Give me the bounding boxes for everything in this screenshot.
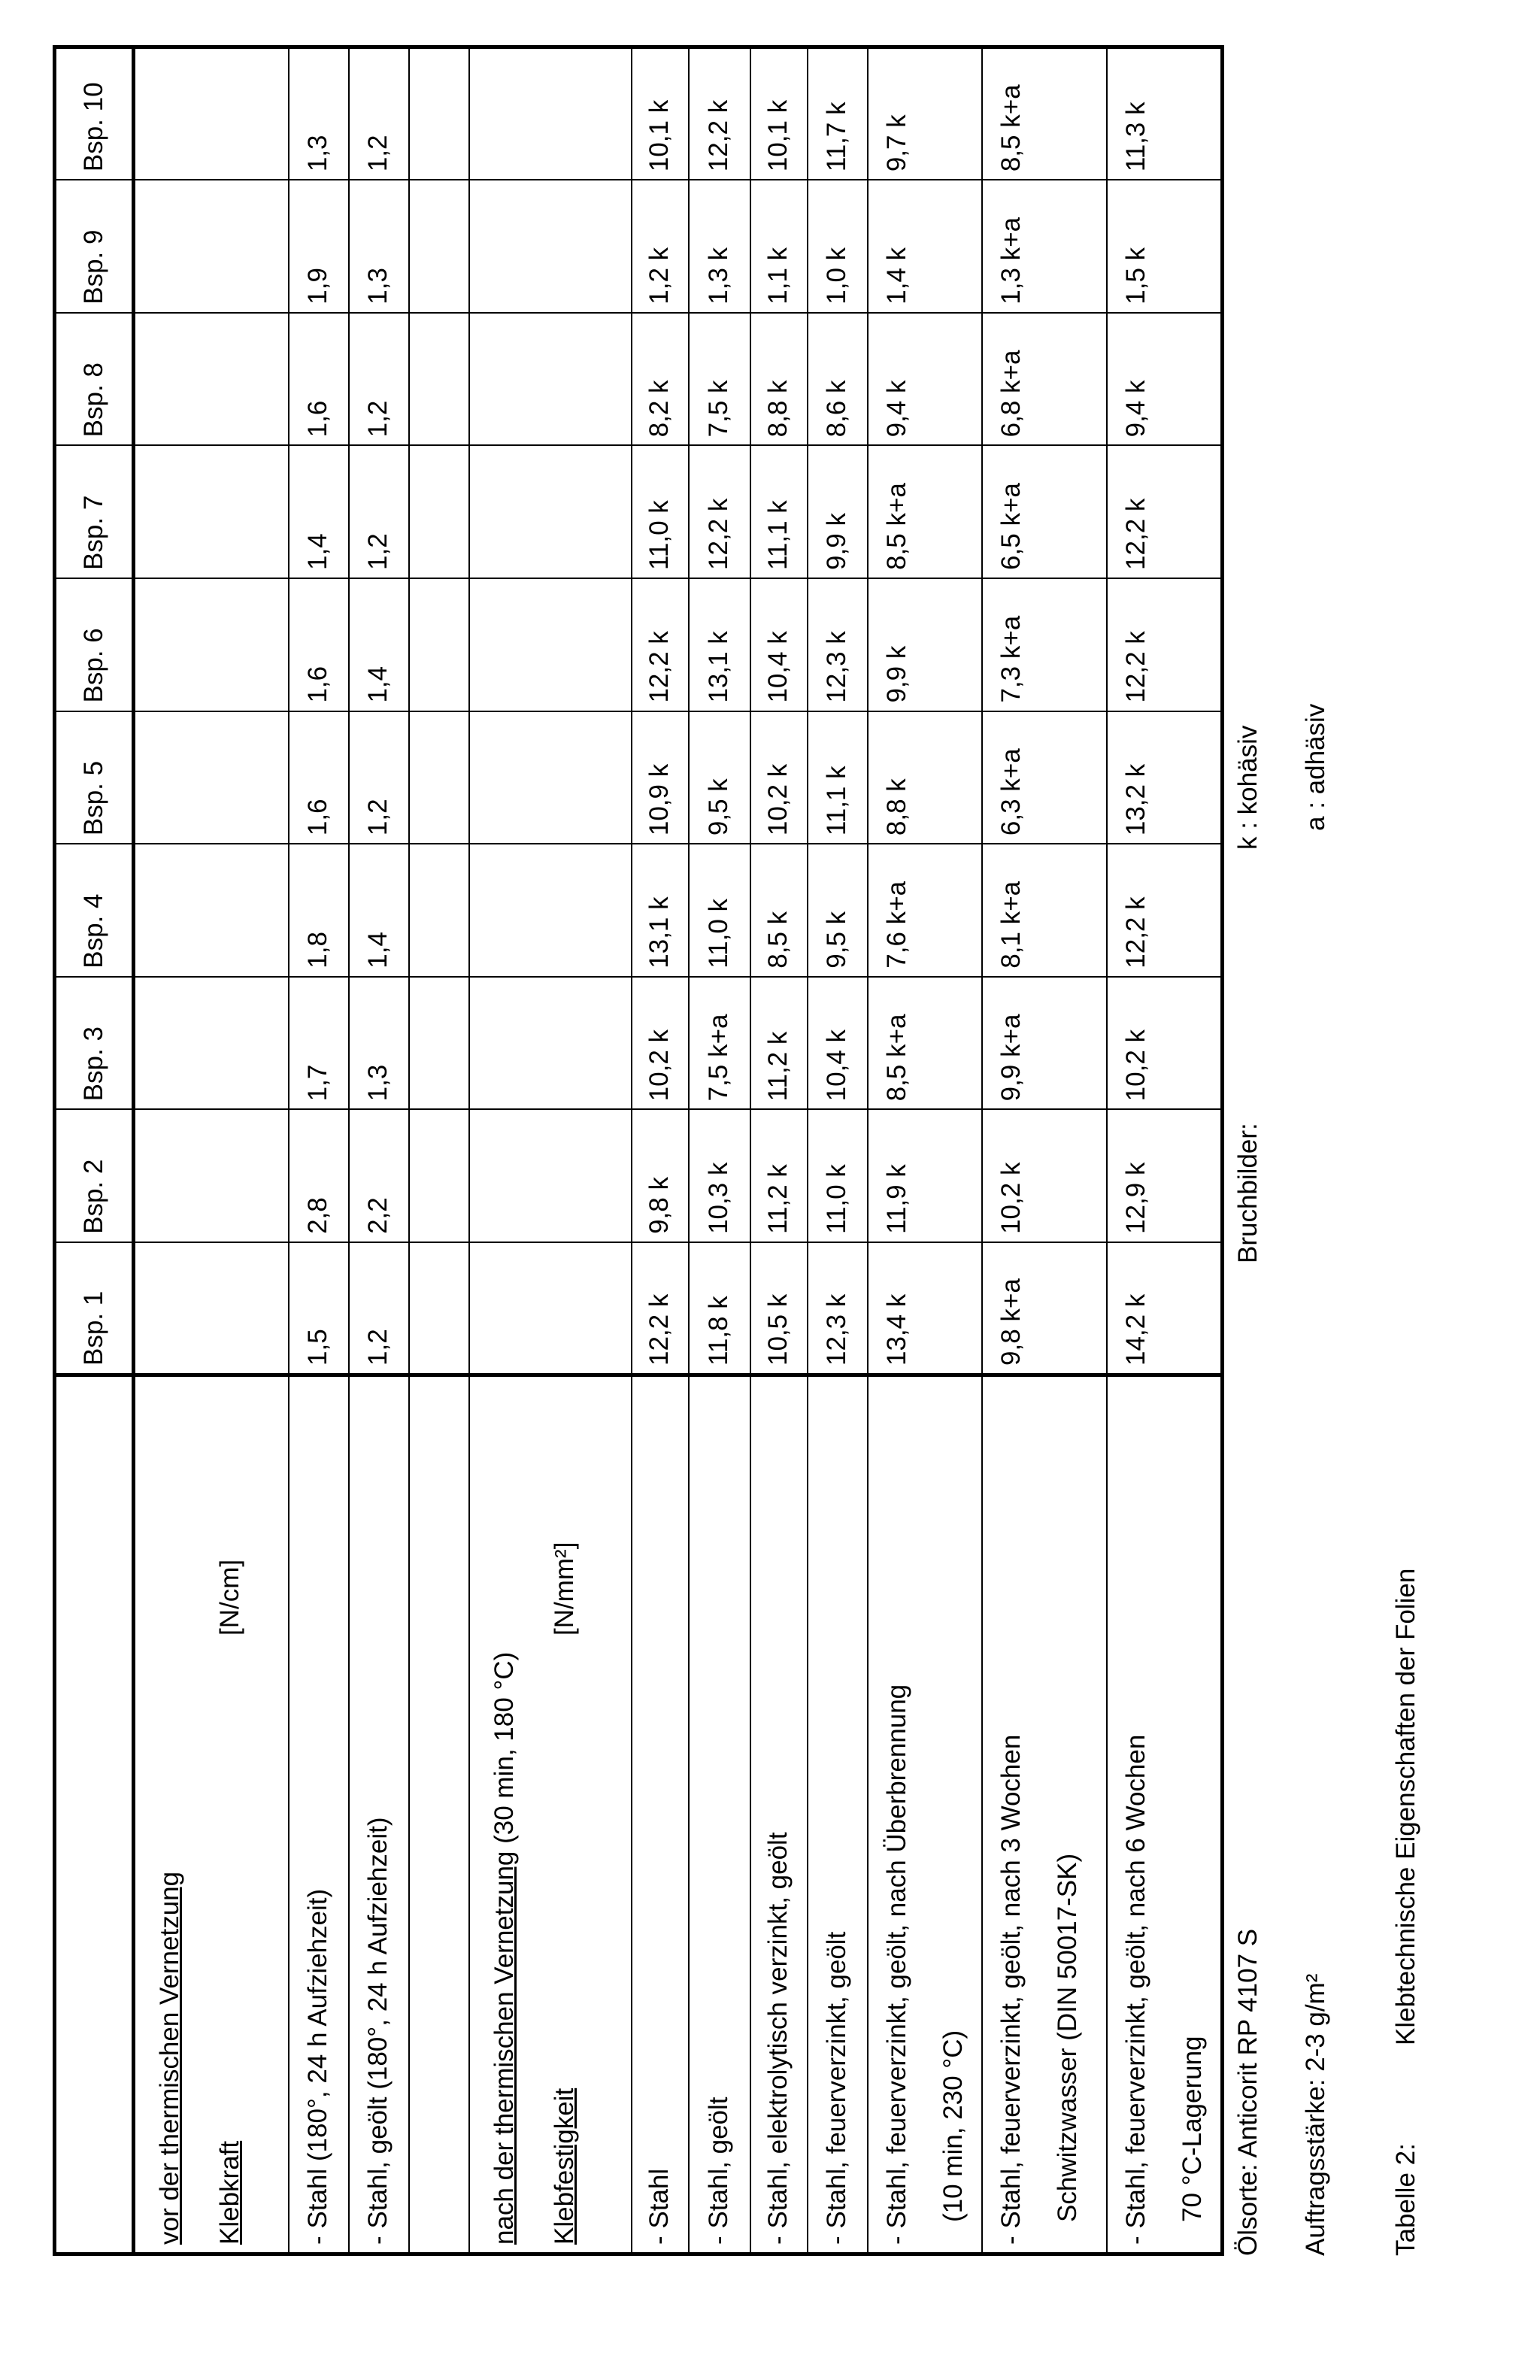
value-cell: 9,4 k: [868, 313, 982, 446]
value-cell: 8,8 k: [750, 313, 808, 446]
row-label: - Stahl, geölt (180°, 24 h Aufziehzeit): [363, 1818, 393, 2245]
value-cell: 1,2: [349, 1242, 409, 1375]
properties-table: [53, 45, 1224, 2256]
value-cell: 1,0 k: [808, 180, 868, 313]
empty-cell: [469, 47, 632, 180]
value-cell: 9,9 k: [868, 578, 982, 711]
column-header: Bsp. 6: [55, 578, 134, 711]
value-cell: 11,3 k: [1107, 47, 1223, 180]
empty-cell: [409, 1375, 469, 2254]
row-label: - Stahl, feuerverzinkt, geölt, nach 6 Wochen: [1121, 1735, 1150, 2245]
row-label: - Stahl, feuerverzinkt, geölt, nach 3 Wochen: [996, 1735, 1026, 2245]
section-row: [134, 47, 289, 2254]
table-row: [289, 47, 349, 2254]
unit-label: [N/mm²]: [535, 1542, 595, 1636]
value-cell: 13,1 k: [689, 578, 750, 711]
value-cell: 1,6: [289, 578, 349, 711]
value-cell: 11,7 k: [808, 47, 868, 180]
table-row: [868, 47, 982, 2254]
value-cell: 1,3: [349, 180, 409, 313]
row-label-cell: [868, 1375, 982, 2254]
value-cell: 12,2 k: [632, 1242, 689, 1375]
empty-cell: [134, 445, 289, 578]
empty-cell: [409, 313, 469, 446]
value-cell: 12,3 k: [808, 1242, 868, 1375]
value-cell: 10,5 k: [750, 1242, 808, 1375]
value-cell: 1,8: [289, 844, 349, 977]
empty-cell: [134, 1109, 289, 1242]
empty-cell: [469, 1242, 632, 1375]
table-row: [982, 47, 1107, 2254]
value-cell: 11,2 k: [750, 977, 808, 1110]
empty-cell: [409, 977, 469, 1110]
empty-cell: [469, 445, 632, 578]
value-cell: 9,8 k: [632, 1109, 689, 1242]
value-cell: 8,6 k: [808, 313, 868, 446]
value-cell: 14,2 k: [1107, 1242, 1223, 1375]
value-cell: 1,9: [289, 180, 349, 313]
empty-cell: [409, 47, 469, 180]
value-cell: 12,2 k: [632, 578, 689, 711]
section-row: [469, 47, 632, 2254]
value-cell: 1,2: [349, 445, 409, 578]
value-cell: 10,2 k: [750, 711, 808, 844]
empty-cell: [134, 578, 289, 711]
value-cell: 10,1 k: [632, 47, 689, 180]
empty-cell: [409, 844, 469, 977]
value-cell: 1,3: [289, 47, 349, 180]
value-cell: 9,7 k: [868, 47, 982, 180]
value-cell: 11,8 k: [689, 1242, 750, 1375]
table-row: [689, 47, 750, 2254]
row-label-continued: 70 °C-Lagerung: [1178, 2036, 1207, 2223]
empty-cell: [469, 313, 632, 446]
value-cell: 7,5 k: [689, 313, 750, 446]
value-cell: 11,9 k: [868, 1109, 982, 1242]
empty-cell: [134, 844, 289, 977]
empty-cell: [469, 844, 632, 977]
empty-cell: [409, 1242, 469, 1375]
row-label: - Stahl, feuerverzinkt, geölt: [822, 1932, 851, 2245]
value-cell: 1,2 k: [632, 180, 689, 313]
table-row: [349, 47, 409, 2254]
value-cell: 11,1 k: [808, 711, 868, 844]
value-cell: 12,3 k: [808, 578, 868, 711]
value-cell: 7,5 k+a: [689, 977, 750, 1110]
corner-cell: [55, 1375, 134, 2254]
value-cell: 2,2: [349, 1109, 409, 1242]
empty-cell: [134, 313, 289, 446]
column-header: Bsp. 5: [55, 711, 134, 844]
value-cell: 10,1 k: [750, 47, 808, 180]
value-cell: 13,4 k: [868, 1242, 982, 1375]
empty-cell: [409, 445, 469, 578]
table-row: [808, 47, 868, 2254]
value-cell: 9,5 k: [689, 711, 750, 844]
value-cell: 11,0 k: [632, 445, 689, 578]
row-label-cell: [632, 1375, 689, 2254]
value-cell: 1,6: [289, 711, 349, 844]
legend-a: a : adhäsiv: [1301, 704, 1331, 831]
section-label: [134, 1375, 289, 2254]
value-cell: 13,2 k: [1107, 711, 1223, 844]
value-cell: 1,4 k: [868, 180, 982, 313]
empty-cell: [469, 711, 632, 844]
value-cell: 1,4: [289, 445, 349, 578]
value-cell: 8,5 k+a: [982, 47, 1107, 180]
column-header: Bsp. 3: [55, 977, 134, 1110]
row-label-continued: (10 min, 230 °C): [938, 2030, 968, 2222]
amount-note: Auftragsstärke: 2-3 g/m²: [1301, 1974, 1331, 2256]
value-cell: 1,4: [349, 578, 409, 711]
column-header: Bsp. 8: [55, 313, 134, 446]
column-header: Bsp. 7: [55, 445, 134, 578]
value-cell: 12,2 k: [1107, 844, 1223, 977]
value-cell: 12,2 k: [1107, 445, 1223, 578]
column-header: Bsp. 1: [55, 1242, 134, 1375]
unit-label: [N/cm]: [200, 1560, 260, 1636]
value-cell: 1,5: [289, 1242, 349, 1375]
section-title-rest: (30 min, 180 °C): [490, 1652, 519, 1851]
fracture-label: Bruchbilder:: [1233, 1123, 1263, 1263]
row-label-cell: [808, 1375, 868, 2254]
oil-note: Ölsorte: Anticorit RP 4107 S: [1233, 1929, 1263, 2256]
rotated-page: [0, 0, 1540, 2380]
caption-label: Tabelle 2:: [1391, 2143, 1421, 2256]
row-label-cell: [289, 1375, 349, 2254]
legend-k: k : kohäsiv: [1233, 726, 1263, 850]
value-cell: 1,5 k: [1107, 180, 1223, 313]
section-title: nach der thermischen Vernetzung: [490, 1851, 519, 2245]
row-label: - Stahl, feuerverzinkt, geölt, nach Überbrennung: [882, 1684, 911, 2245]
value-cell: 11,0 k: [808, 1109, 868, 1242]
value-cell: 7,3 k+a: [982, 578, 1107, 711]
row-label-continued: Schwitzwasser (DIN 50017-SK): [1053, 1854, 1082, 2222]
value-cell: 9,4 k: [1107, 313, 1223, 446]
row-label-cell: [349, 1375, 409, 2254]
section-title: vor der thermischen Vernetzung: [155, 1872, 184, 2245]
value-cell: 1,2: [349, 313, 409, 446]
value-cell: 1,4: [349, 844, 409, 977]
row-label: - Stahl: [644, 2169, 674, 2245]
empty-cell: [469, 578, 632, 711]
value-cell: 9,5 k: [808, 844, 868, 977]
value-cell: 8,1 k+a: [982, 844, 1107, 977]
row-label-cell: [982, 1375, 1107, 2254]
table-row: [750, 47, 808, 2254]
value-cell: 11,2 k: [750, 1109, 808, 1242]
section-subtitle: Klebfestigkeit: [550, 2088, 579, 2245]
value-cell: 9,9 k+a: [982, 977, 1107, 1110]
section-subtitle: Klebkraft: [215, 2141, 244, 2245]
value-cell: 12,9 k: [1107, 1109, 1223, 1242]
row-label-cell: [1107, 1375, 1223, 2254]
empty-cell: [409, 711, 469, 844]
value-cell: 11,1 k: [750, 445, 808, 578]
value-cell: 1,2: [349, 47, 409, 180]
value-cell: 6,3 k+a: [982, 711, 1107, 844]
row-label-cell: [689, 1375, 750, 2254]
value-cell: 1,3 k: [689, 180, 750, 313]
value-cell: 8,5 k+a: [868, 445, 982, 578]
value-cell: 9,8 k+a: [982, 1242, 1107, 1375]
column-header: Bsp. 10: [55, 47, 134, 180]
value-cell: 9,9 k: [808, 445, 868, 578]
value-cell: 8,2 k: [632, 313, 689, 446]
column-header: Bsp. 9: [55, 180, 134, 313]
column-header: Bsp. 2: [55, 1109, 134, 1242]
row-label: - Stahl, geölt: [704, 2097, 733, 2245]
value-cell: 1,1 k: [750, 180, 808, 313]
value-cell: 1,2: [349, 711, 409, 844]
value-cell: 10,2 k: [632, 977, 689, 1110]
empty-cell: [409, 578, 469, 711]
section-label: [469, 1375, 632, 2254]
value-cell: 2,8: [289, 1109, 349, 1242]
value-cell: 8,5 k: [750, 844, 808, 977]
value-cell: 8,5 k+a: [868, 977, 982, 1110]
value-cell: 10,4 k: [750, 578, 808, 711]
empty-cell: [409, 1109, 469, 1242]
value-cell: 1,6: [289, 313, 349, 446]
header-row: [55, 47, 134, 2254]
table-row: [632, 47, 689, 2254]
value-cell: 12,2 k: [689, 47, 750, 180]
row-label: - Stahl, elektrolytisch verzinkt, geölt: [763, 1832, 793, 2245]
empty-cell: [134, 180, 289, 313]
empty-cell: [409, 180, 469, 313]
value-cell: 8,8 k: [868, 711, 982, 844]
column-header: Bsp. 4: [55, 844, 134, 977]
value-cell: 10,3 k: [689, 1109, 750, 1242]
value-cell: 10,2 k: [982, 1109, 1107, 1242]
value-cell: 1,7: [289, 977, 349, 1110]
empty-cell: [134, 711, 289, 844]
empty-cell: [469, 977, 632, 1110]
value-cell: 1,3: [349, 977, 409, 1110]
table-row: [1107, 47, 1223, 2254]
table-caption: Klebtechnische Eigenschaften der Folien: [1391, 1569, 1421, 2045]
value-cell: 12,2 k: [1107, 578, 1223, 711]
empty-cell: [469, 1109, 632, 1242]
empty-cell: [134, 1242, 289, 1375]
value-cell: 10,2 k: [1107, 977, 1223, 1110]
value-cell: 13,1 k: [632, 844, 689, 977]
value-cell: 12,2 k: [689, 445, 750, 578]
empty-cell: [134, 47, 289, 180]
empty-cell: [469, 180, 632, 313]
value-cell: 6,8 k+a: [982, 313, 1107, 446]
row-label: - Stahl (180°, 24 h Aufziehzeit): [303, 1889, 332, 2245]
empty-cell: [134, 977, 289, 1110]
value-cell: 10,9 k: [632, 711, 689, 844]
value-cell: 1,3 k+a: [982, 180, 1107, 313]
value-cell: 7,6 k+a: [868, 844, 982, 977]
row-label-cell: [750, 1375, 808, 2254]
value-cell: 6,5 k+a: [982, 445, 1107, 578]
value-cell: 10,4 k: [808, 977, 868, 1110]
value-cell: 11,0 k: [689, 844, 750, 977]
spacer-row: [409, 47, 469, 2254]
